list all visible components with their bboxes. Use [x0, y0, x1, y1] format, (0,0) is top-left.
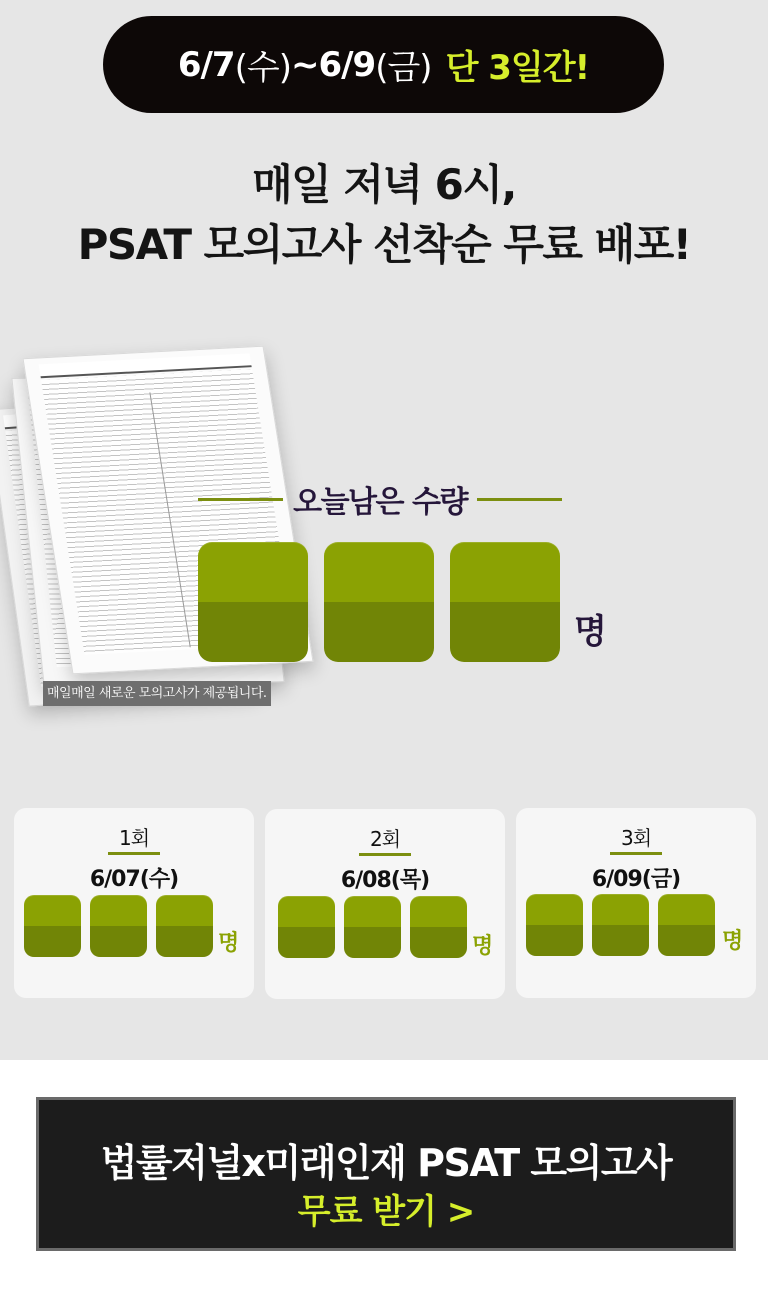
session-digit — [344, 896, 401, 958]
session-digit — [278, 896, 335, 958]
start-date: 6/7 — [177, 44, 235, 85]
session-digit — [592, 894, 649, 956]
headline-line-2: PSAT 모의고사 선착순 무료 배포! — [77, 220, 691, 269]
title-rule-right — [477, 498, 562, 501]
title-rule-left — [198, 498, 283, 501]
end-date: 6/9 — [318, 44, 376, 85]
remaining-digit-hundreds — [198, 542, 308, 662]
end-day: (금) — [375, 48, 432, 88]
session-round: 1회 — [118, 826, 150, 850]
session-unit: 명 — [218, 931, 240, 956]
free-mock-exam-button[interactable] — [36, 1097, 736, 1251]
session-card-2 — [265, 809, 505, 999]
date-tilde: ~ — [290, 44, 319, 85]
session-date: 6/09(금) — [591, 867, 681, 892]
remaining-digit-tens — [324, 542, 434, 662]
start-day: (수) — [234, 48, 291, 88]
session-digit — [526, 894, 583, 956]
remaining-digit-ones — [450, 542, 560, 662]
session-unit: 명 — [722, 929, 744, 954]
session-card-1 — [14, 808, 254, 998]
remaining-quantity-title — [198, 476, 562, 522]
session-digit — [658, 894, 715, 956]
headline-line-1: 매일 저녁 6시, — [252, 160, 516, 209]
illustration-caption: 매일매일 새로운 모의고사가 제공됩니다. — [43, 681, 271, 706]
session-card-3 — [516, 808, 756, 998]
event-period-banner — [103, 16, 664, 113]
session-date: 6/07(수) — [89, 867, 179, 892]
session-round-underline — [359, 853, 411, 856]
cta-action: 무료 받기 > — [297, 1192, 475, 1232]
session-digit — [410, 896, 467, 958]
event-duration: 단 3일간! — [445, 48, 590, 88]
remaining-unit: 명 — [574, 612, 607, 652]
session-date: 6/08(목) — [340, 868, 430, 893]
session-digit — [156, 895, 213, 957]
remaining-title-text: 오늘남은 수량 — [293, 485, 467, 520]
page-headline — [0, 155, 768, 275]
session-round: 3회 — [620, 826, 652, 850]
session-round-underline — [108, 852, 160, 855]
session-round: 2회 — [369, 827, 401, 851]
cta-title: 법률저널x미래인재 PSAT 모의고사 — [100, 1141, 672, 1185]
session-digit — [24, 895, 81, 957]
session-digit — [90, 895, 147, 957]
session-unit: 명 — [472, 934, 494, 959]
session-round-underline — [610, 852, 662, 855]
